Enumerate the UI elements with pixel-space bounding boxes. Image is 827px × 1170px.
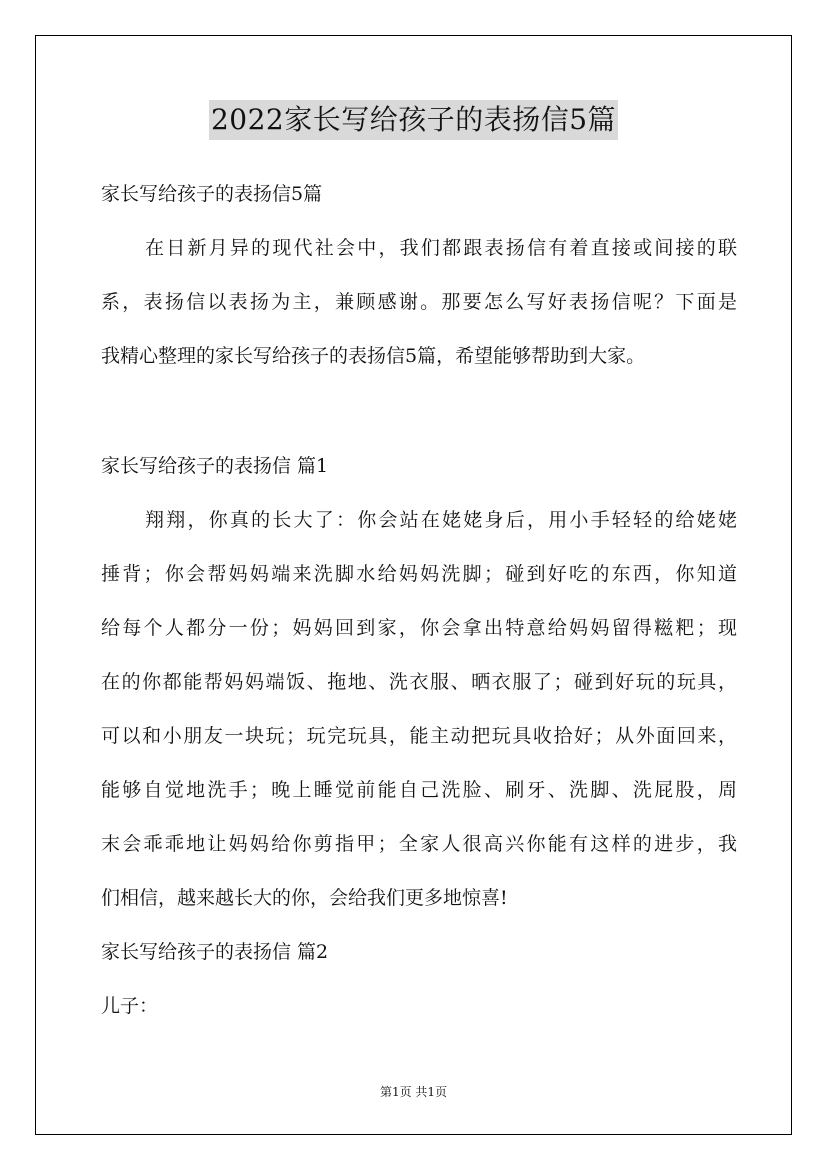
document-subtitle: 家长写给孩子的表扬信5篇: [101, 183, 323, 205]
intro-line: 在日新月异的现代社会中，我们都跟表扬信有着直接或间接的联: [145, 237, 737, 259]
section1-line: 们相信，越来越长大的你，会给我们更多地惊喜!: [101, 887, 508, 909]
section1-line: 给每个人都分一份；妈妈回到家，你会拿出特意给妈妈留得糍粑；现: [101, 617, 737, 639]
section1-line: 末会乖乖地让妈妈给你剪指甲；全家人很高兴你能有这样的进步，我: [101, 833, 737, 855]
section-heading-2: 家长写给孩子的表扬信 篇2: [101, 941, 329, 963]
section1-line: 捶背；你会帮妈妈端来洗脚水给妈妈洗脚；碰到好吃的东西，你知道: [101, 563, 737, 585]
section1-line: 可以和小朋友一块玩；玩完玩具，能主动把玩具收拾好；从外面回来，: [101, 725, 737, 747]
section2-salutation: 儿子：: [101, 995, 159, 1017]
section1-line: 翔翔，你真的长大了：你会站在姥姥身后，用小手轻轻的给姥姥: [145, 509, 737, 531]
title-wrapper: [0, 100, 827, 140]
section1-line: 在的你都能帮妈妈端饭、拖地、洗衣服、晒衣服了；碰到好玩的玩具，: [101, 671, 737, 693]
section-heading-1: 家长写给孩子的表扬信 篇1: [101, 455, 329, 477]
section1-line: 能够自觉地洗手；晚上睡觉前能自己洗脸、刷牙、洗脚、洗屁股，周: [101, 779, 737, 801]
page-footer: 第1页 共1页: [379, 1085, 448, 1099]
intro-line: 系，表扬信以表扬为主，兼顾感谢。那要怎么写好表扬信呢？下面是: [101, 291, 737, 313]
intro-line: 我精心整理的家长写给孩子的表扬信5篇，希望能够帮助到大家。: [101, 345, 646, 367]
document-title: 2022家长写给孩子的表扬信5篇: [209, 100, 618, 140]
